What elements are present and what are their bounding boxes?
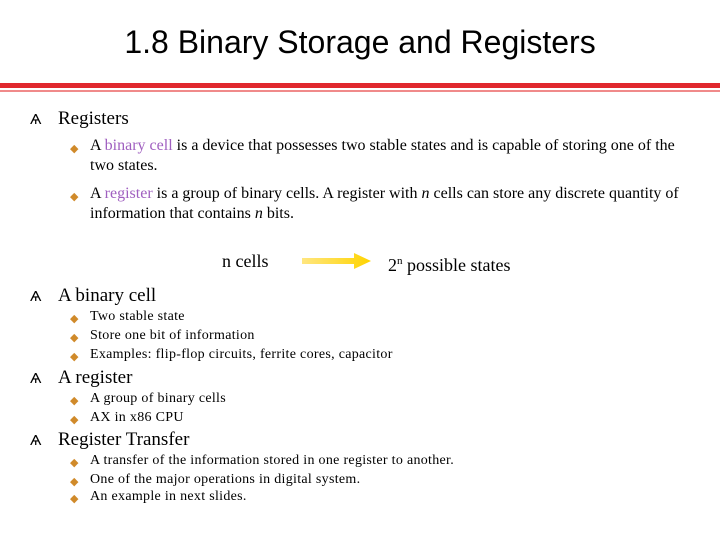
diamond-bullet-icon: ◆ (70, 312, 79, 325)
bullet-registers (30, 108, 129, 132)
title-divider-thick (0, 83, 720, 88)
sub-bullet-register-def (70, 184, 690, 224)
diamond-bullet-icon: ◆ (70, 142, 79, 155)
diamond-bullet-icon: ◆ (70, 190, 79, 203)
bullet-icon: Ѧ (30, 290, 42, 305)
binary-cell-definition: A binary cell is a device that possesses two stable states and is capable of storing one of the two states. (90, 137, 675, 174)
list-item: ◆ Two stable state (70, 308, 690, 326)
list-item: ◆ Examples: flip-flop circuits, ferrite cores, capacitor (70, 346, 690, 364)
list-item: ◆ An example in next slides. (70, 488, 690, 506)
list-item: ◆ AX in x86 CPU (70, 409, 690, 427)
bullet-icon: Ѧ (30, 372, 42, 387)
bullet-icon: Ѧ (30, 113, 42, 128)
diamond-bullet-icon: ◆ (70, 413, 79, 426)
diamond-bullet-icon: ◆ (70, 331, 79, 344)
states-text: possible states (402, 255, 511, 275)
n-cells-label: n cells (222, 251, 269, 271)
bullet-icon: Ѧ (30, 434, 42, 449)
title-divider-thin (0, 90, 720, 92)
diamond-bullet-icon: ◆ (70, 475, 79, 488)
possible-states-label (388, 250, 511, 276)
bullet-binary-cell (30, 285, 156, 309)
binary-cell-heading: A binary cell (58, 285, 157, 306)
bullet-register-transfer (30, 429, 189, 453)
states-exponent: n (397, 255, 403, 267)
right-arrow-icon (302, 252, 372, 270)
diamond-bullet-icon: ◆ (70, 456, 79, 469)
slide-title: 1.8 Binary Storage and Registers (124, 24, 596, 60)
diamond-bullet-icon: ◆ (70, 350, 79, 363)
register-transfer-heading: Register Transfer (58, 429, 190, 450)
bullet-register (30, 367, 132, 391)
diamond-bullet-icon: ◆ (70, 492, 79, 505)
register-heading: A register (58, 367, 133, 388)
list-item: ◆ One of the major operations in digital system. (70, 471, 690, 489)
states-base: 2 (388, 255, 397, 275)
sub-bullet-binary-cell-def (70, 136, 690, 176)
list-item: ◆ A transfer of the information stored in one register to another. (70, 452, 690, 470)
list-item: ◆ A group of binary cells (70, 390, 690, 408)
registers-heading: Registers (58, 108, 129, 129)
register-definition: A register is a group of binary cells. A register with n cells can store any discrete quantity of information that contains n bits. (90, 185, 679, 222)
list-item: ◆ Store one bit of information (70, 327, 690, 345)
diamond-bullet-icon: ◆ (70, 394, 79, 407)
